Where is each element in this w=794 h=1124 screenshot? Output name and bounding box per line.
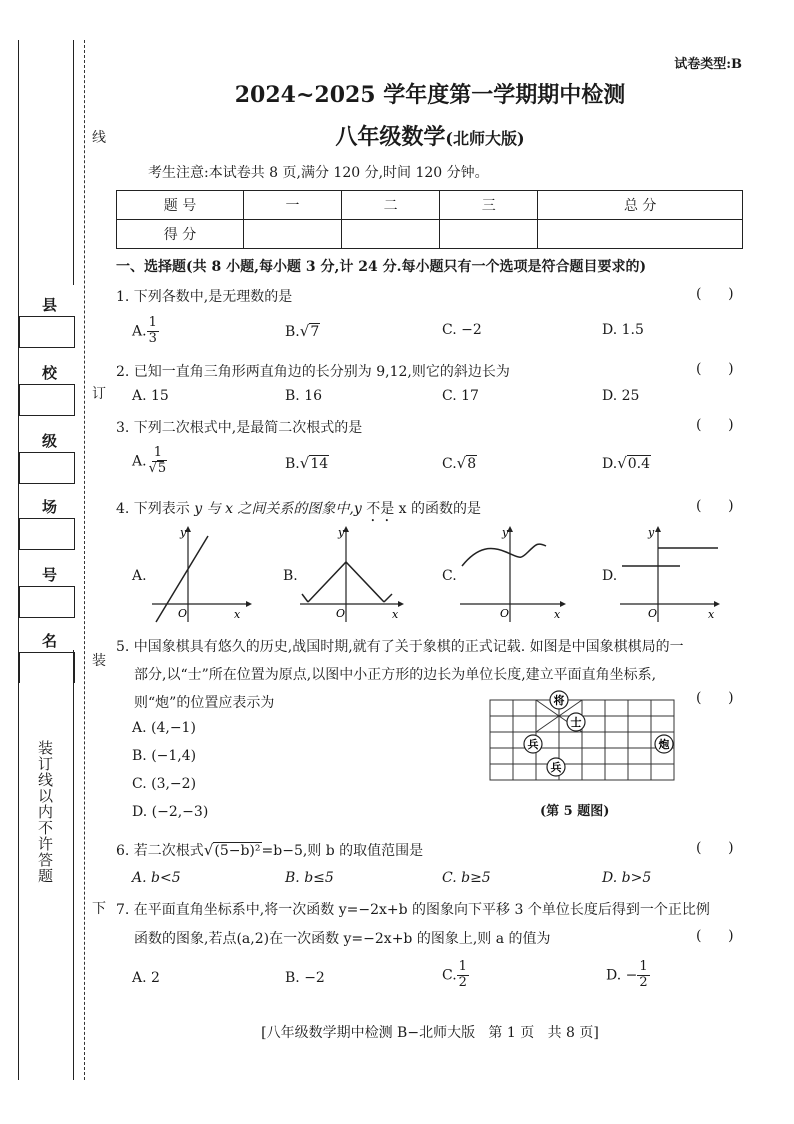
score-cell: 一 xyxy=(244,191,342,220)
radical-sign-icon: √ xyxy=(299,454,310,472)
county-label: 县 xyxy=(42,296,58,314)
binding-line-inner-bottom xyxy=(73,650,74,1080)
q3-stem: 3. 下列二次根式中,是最简二次根式的是 xyxy=(116,420,363,436)
school-label: 校 xyxy=(42,364,58,382)
exam-room-label: 场 xyxy=(42,498,58,516)
score-cell: 二 xyxy=(342,191,440,220)
q5-option-b[interactable]: B. (−1,4) xyxy=(132,748,197,764)
radical-sign-icon: √ xyxy=(299,322,310,340)
svg-text:x: x xyxy=(708,608,715,621)
subtitle-edition: (北师大版) xyxy=(445,129,525,148)
subtitle-main: 八年级数学 xyxy=(335,124,446,150)
name-label: 名 xyxy=(42,632,58,650)
exam-room-box xyxy=(19,518,75,550)
q1-option-a[interactable] xyxy=(132,316,159,347)
svg-text:O: O xyxy=(500,607,510,620)
q1-option-b[interactable] xyxy=(285,322,320,340)
side-char-order: 订 xyxy=(92,386,106,402)
score-input-cell[interactable] xyxy=(440,220,538,249)
denominator xyxy=(147,462,170,477)
option-prefix: D. xyxy=(602,456,618,472)
q6-stem xyxy=(116,840,423,860)
q7-stem-line-2: 函数的图象,若点(a,2)在一次函数 y=−2x+b 的图象上,则 a 的值为 xyxy=(134,931,551,947)
q6-option-d[interactable]: D. b>5 xyxy=(602,870,652,886)
q6-stem-part: 6. 若二次根式 xyxy=(116,843,204,859)
q3-option-b[interactable] xyxy=(285,454,329,472)
radicand: 7 xyxy=(310,324,320,340)
county-box xyxy=(19,316,75,348)
option-prefix: C. xyxy=(442,456,457,472)
numerator: 1 xyxy=(148,315,157,330)
q2-answer-paren[interactable]: ( ) xyxy=(696,361,734,377)
score-table-score-row xyxy=(117,220,743,249)
score-cell: 题 号 xyxy=(117,191,244,220)
q4-graph-b[interactable] xyxy=(298,524,406,624)
fraction xyxy=(457,960,469,991)
q4-stem-part: y 与 x 之间关系的图象中,y xyxy=(194,501,367,517)
score-input-cell[interactable] xyxy=(342,220,440,249)
radical-sign-icon: √ xyxy=(148,460,157,476)
radical-sign-icon: √ xyxy=(203,841,214,859)
page-footer: [八年级数学期中检测 B−北师大版 第 1 页 共 8 页] xyxy=(261,1025,599,1041)
svg-text:y: y xyxy=(648,526,655,539)
q7-option-d[interactable] xyxy=(606,960,650,991)
q4-stem-part: 4. 下列表示 xyxy=(116,501,195,517)
exam-subtitle xyxy=(0,120,794,151)
svg-text:y: y xyxy=(338,526,345,539)
q2-stem: 2. 已知一直角三角形两直角边的长分别为 9,12,则它的斜边长为 xyxy=(116,364,510,380)
score-table-header-row xyxy=(117,191,743,220)
svg-text:O: O xyxy=(178,607,188,620)
svg-text:O: O xyxy=(336,607,346,620)
q4-graph-a-label[interactable]: A. xyxy=(132,568,147,584)
denominator: 2 xyxy=(639,974,648,990)
q4-answer-paren[interactable]: ( ) xyxy=(696,498,734,514)
denominator: 2 xyxy=(458,974,467,990)
q1-stem: 1. 下列各数中,是无理数的是 xyxy=(116,289,293,305)
q6-option-b[interactable]: B. b≤5 xyxy=(285,870,334,886)
binding-warning: 装订线以内不许答题 xyxy=(36,740,54,884)
chess-piece-general: 将 xyxy=(553,694,565,707)
q7-option-b[interactable]: B. −2 xyxy=(285,970,325,986)
q5-figure-caption: (第 5 题图) xyxy=(540,804,610,819)
q5-answer-paren[interactable]: ( ) xyxy=(696,690,734,706)
exam-title: 2024~2025 学年度第一学期期中检测 xyxy=(234,82,626,108)
q6-answer-paren[interactable]: ( ) xyxy=(696,840,734,856)
numerator: 1 xyxy=(153,445,162,460)
denominator: 3 xyxy=(148,330,157,346)
fraction xyxy=(637,960,649,991)
q2-option-c[interactable]: C. 17 xyxy=(442,388,479,404)
chess-piece-soldier: 兵 xyxy=(550,761,562,774)
class-label: 级 xyxy=(42,432,58,450)
q2-option-a[interactable]: A. 15 xyxy=(132,388,169,404)
score-input-cell[interactable] xyxy=(538,220,743,249)
school-box xyxy=(19,384,75,416)
score-input-cell[interactable] xyxy=(244,220,342,249)
radicand: 14 xyxy=(310,456,329,472)
q5-stem-line-1: 5. 中国象棋具有悠久的历史,战国时期,就有了关于象棋的正式记载. 如图是中国象棋棋局的一 xyxy=(116,639,684,655)
q3-option-a[interactable] xyxy=(132,446,169,477)
q5-stem-line-2: 部分,以“士”所在位置为原点,以图中小正方形的边长为单位长度,建立平面直角坐标系, xyxy=(134,667,657,683)
q4-graph-d[interactable] xyxy=(618,524,722,624)
numerator: 1 xyxy=(458,959,467,974)
q2-option-b[interactable]: B. 16 xyxy=(285,388,323,404)
chess-piece-cannon: 炮 xyxy=(658,738,670,751)
q7-option-c[interactable] xyxy=(442,960,469,991)
numerator: 1 xyxy=(639,959,648,974)
q6-stem-part: =b−5,则 b 的取值范围是 xyxy=(261,843,424,859)
q5-chessboard-figure xyxy=(486,688,682,792)
radical-sign-icon: √ xyxy=(456,454,467,472)
side-char-line: 线 xyxy=(92,130,106,146)
score-table xyxy=(116,190,743,249)
side-char-down: 下 xyxy=(92,901,106,917)
option-prefix: B. xyxy=(285,324,300,340)
seat-number-label: 号 xyxy=(42,566,58,584)
q3-option-d[interactable] xyxy=(602,454,651,472)
q5-option-d[interactable]: D. (−2,−3) xyxy=(132,804,209,820)
q4-graph-b-label[interactable]: B. xyxy=(283,568,298,584)
q7-stem-line-1: 7. 在平面直角坐标系中,将一次函数 y=−2x+b 的图象向下平移 3 个单位长度后得到一个正比例 xyxy=(116,902,710,918)
option-prefix: A. xyxy=(132,323,147,340)
chess-piece-advisor: 士 xyxy=(570,716,582,729)
svg-text:y: y xyxy=(180,526,187,539)
radicand: 0.4 xyxy=(627,456,651,472)
q4-emphasis: 不是 xyxy=(366,501,395,517)
svg-text:x: x xyxy=(554,608,561,621)
q5-option-a[interactable]: A. (4,−1) xyxy=(132,720,196,736)
q3-answer-paren[interactable]: ( ) xyxy=(696,417,734,433)
option-prefix: D. − xyxy=(606,967,638,984)
q6-option-a[interactable]: A. b<5 xyxy=(132,870,181,886)
q7-option-a[interactable]: A. 2 xyxy=(132,970,160,986)
q1-answer-paren[interactable]: ( ) xyxy=(696,286,734,302)
score-cell: 三 xyxy=(440,191,538,220)
seat-number-box xyxy=(19,586,75,618)
side-char-bind: 装 xyxy=(92,653,106,669)
q7-answer-paren[interactable]: ( ) xyxy=(696,928,734,944)
q6-option-c[interactable]: C. b≥5 xyxy=(442,870,491,886)
binding-dashed-line xyxy=(84,40,85,1080)
q1-option-d[interactable]: D. 1.5 xyxy=(602,322,644,338)
radicand: 5 xyxy=(157,460,167,476)
q1-option-c[interactable]: C. −2 xyxy=(442,322,482,338)
fraction xyxy=(147,446,170,477)
fraction xyxy=(147,316,159,347)
exam-notice: 考生注意:本试卷共 8 页,满分 120 分,时间 120 分钟。 xyxy=(148,165,489,181)
svg-text:x: x xyxy=(392,608,399,621)
radicand: (5−b)² xyxy=(214,843,261,859)
chess-piece-soldier: 兵 xyxy=(527,738,539,751)
q5-stem-line-3: 则“炮”的位置应表示为 xyxy=(134,695,275,711)
option-prefix: A. xyxy=(132,453,147,470)
svg-text:O: O xyxy=(648,607,658,620)
class-box xyxy=(19,452,75,484)
q3-option-c[interactable] xyxy=(442,454,477,472)
score-cell: 总 分 xyxy=(538,191,743,220)
q4-graph-a[interactable] xyxy=(148,524,252,624)
section-1-heading: 一、选择题(共 8 小题,每小题 3 分,计 24 分.每小题只有一个选项是符合题目要求的) xyxy=(116,259,647,275)
q4-graph-c[interactable] xyxy=(458,524,568,624)
q4-stem xyxy=(116,498,481,525)
q4-graph-d-label[interactable]: D. xyxy=(602,568,618,584)
option-prefix: B. xyxy=(285,456,300,472)
radical-sign-icon: √ xyxy=(617,454,627,472)
q4-stem-part: x 的函数的是 xyxy=(394,501,482,517)
svg-text:y: y xyxy=(502,526,509,539)
score-cell: 得 分 xyxy=(117,220,244,249)
q2-option-d[interactable]: D. 25 xyxy=(602,388,640,404)
exam-type: 试卷类型:B xyxy=(674,57,742,72)
svg-text:x: x xyxy=(234,608,241,621)
radicand: 8 xyxy=(467,456,477,472)
q4-graph-c-label[interactable]: C. xyxy=(442,568,457,584)
q5-option-c[interactable]: C. (3,−2) xyxy=(132,776,197,792)
binding-line-outer xyxy=(18,40,19,1080)
name-box xyxy=(19,652,75,683)
binding-line-inner-top xyxy=(73,40,74,285)
option-prefix: C. xyxy=(442,967,457,984)
